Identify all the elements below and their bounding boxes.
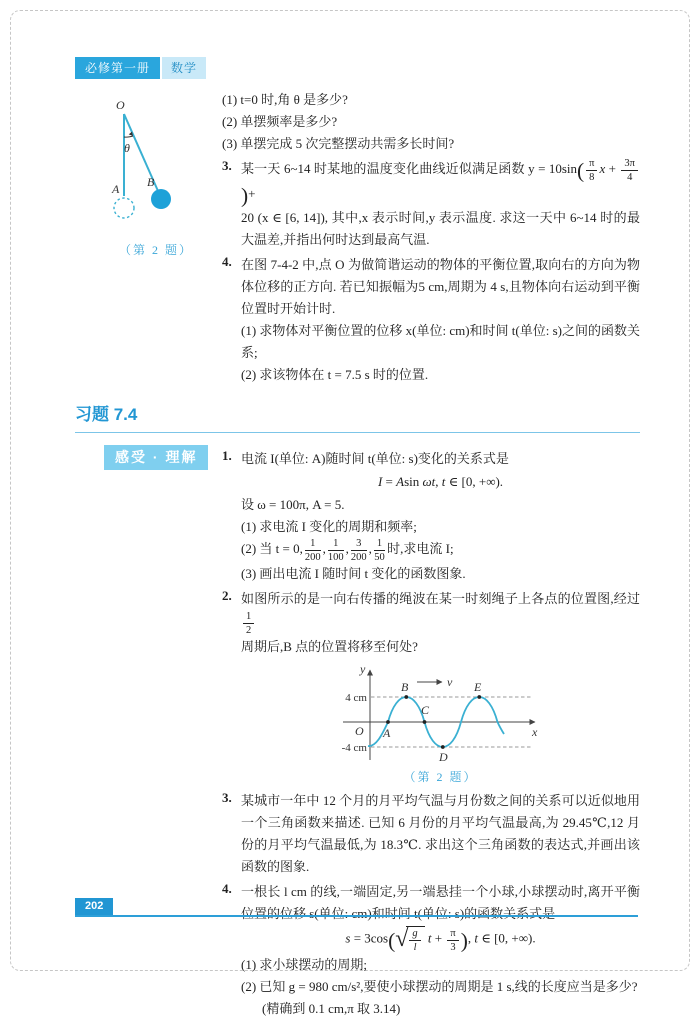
- point-e-label: E: [473, 679, 481, 694]
- pendulum-diagram: [91, 89, 221, 239]
- subitem-pre: (2) 当 t = 0,: [241, 541, 303, 557]
- plus-sign: +: [605, 161, 620, 176]
- problem-number: 4.: [222, 880, 232, 896]
- problem-4-top: [222, 254, 640, 386]
- y-axis-label: y: [359, 661, 365, 676]
- fraction-1-2: $\frac{1}{2}$: [243, 611, 254, 636]
- point-b-dot: [404, 695, 408, 699]
- section-rule: [75, 432, 640, 433]
- var-I: I: [377, 474, 383, 490]
- page-footer: [75, 898, 638, 917]
- subitem-post: 时,求电流 I;: [387, 541, 454, 557]
- problems-column: [222, 445, 640, 1020]
- sin-fn: sin: [404, 474, 423, 490]
- problem-3-top: [222, 158, 640, 251]
- problem-text: 某城市一年中 12 个月的月平均气温与月份数之间的关系可以近似地用一个三角函数来描述. 已知 6 月份的月平均气温最高,为 29.45℃,12 月份的月平均气温最低,为 18.3℃. 求出这个三角函数的表达式,并画出该函数的图象.: [241, 792, 640, 874]
- problem-2: [222, 588, 640, 786]
- sqrt-sign: √: [395, 926, 409, 953]
- wave-caption: （第 2 题）: [403, 769, 478, 784]
- point-c-dot: [422, 720, 426, 724]
- problem-subitem-2-note: (精确到 0.1 cm,π 取 3.14): [262, 1001, 401, 1017]
- left-paren: (: [388, 928, 396, 953]
- comma: ,: [345, 541, 349, 557]
- var-t: t: [427, 930, 432, 946]
- problem-number: 4.: [222, 254, 232, 270]
- plus-sign: +: [431, 930, 446, 946]
- problem-subitem-2: (2) 已知 g = 980 cm/s²,要使小球摆动的周期是 1 s,线的长度应当是多少?: [241, 979, 638, 995]
- problem-number: 1.: [222, 448, 232, 464]
- problem-subitem-1: (1) 求小球摆动的周期;: [241, 957, 368, 973]
- comma: ,: [467, 930, 475, 946]
- left-paren: (: [577, 158, 585, 183]
- problem-text: 某一天 6~14 时某地的温度变化曲线近似满足函数 y = 10sin: [241, 161, 577, 176]
- fraction-1-50: $\frac{1}{50}$: [374, 538, 385, 564]
- badge-column: [75, 445, 222, 1020]
- angle-arc: [124, 136, 133, 137]
- page-number: 202: [75, 898, 113, 915]
- lower-amplitude-label: -4 cm: [341, 741, 367, 754]
- problem-text-continued: 周期后,B 点的位置将移至何处?: [241, 638, 418, 654]
- right-paren: ): [460, 928, 468, 953]
- top-text-column: [222, 89, 640, 386]
- problem-number: 3.: [222, 789, 232, 805]
- problem-subitem-2: [241, 538, 640, 563]
- var-t: t: [441, 474, 446, 490]
- pendulum-column: [75, 89, 222, 386]
- comma: ,: [322, 541, 326, 557]
- var-wt: ωt: [422, 474, 436, 490]
- point-a-dot: [386, 720, 390, 724]
- continued-item-3: (3) 单摆完成 5 次完整摆动共需多长时间?: [222, 136, 455, 151]
- display-formula: [241, 926, 640, 953]
- point-e-dot: [477, 695, 481, 699]
- pendulum-angle-label: θ: [124, 141, 130, 155]
- point-c-label: C: [420, 702, 429, 717]
- velocity-label: v: [446, 674, 452, 689]
- pendulum-ball-ghost: [114, 198, 134, 218]
- sqrt-expression: [395, 926, 424, 953]
- page-content: [75, 57, 640, 1020]
- pendulum-point-b-label: B: [147, 175, 155, 189]
- point-d-dot: [440, 745, 444, 749]
- wave-figure: [326, 662, 556, 785]
- var-x: x: [599, 161, 606, 176]
- fraction-pi-3: $\frac{\pi}{3}$: [447, 928, 458, 953]
- equals-3cos: = 3cos: [350, 930, 389, 946]
- subject-label: 数学: [162, 57, 206, 79]
- point-a-label: A: [382, 725, 390, 740]
- problem-text: 如图所示的是一向右传播的绳波在某一时刻绳子上各点的位置图,经过: [241, 591, 640, 607]
- fraction-3pi-4: $\frac{3\pi}{4}$: [621, 158, 638, 183]
- problem-number: 3.: [222, 158, 232, 173]
- var-t2: t: [474, 930, 478, 946]
- pendulum-ball: [151, 189, 171, 209]
- problem-setup: 设 ω = 100π, A = 5.: [241, 497, 345, 513]
- problem-subitem-3: (3) 画出电流 I 随时间 t 变化的函数图象.: [241, 566, 466, 582]
- top-section: [75, 89, 640, 386]
- pendulum-pivot-label: O: [116, 98, 125, 112]
- plus-tail: +: [248, 186, 256, 202]
- var-s: s: [345, 930, 351, 946]
- x-axis-label: x: [531, 724, 537, 739]
- problem-subitem-2: (2) 求该物体在 t = 7.5 s 时的位置.: [241, 367, 429, 383]
- var-A: A: [396, 474, 405, 490]
- book-series-label: 必修第一册: [75, 57, 160, 79]
- fraction-1-200: $\frac{1}{200}$: [304, 538, 321, 564]
- comma: ,: [435, 474, 442, 490]
- equals: =: [382, 474, 397, 490]
- domain: ∈ [0, +∞).: [445, 474, 504, 490]
- pendulum-figure: [91, 89, 221, 258]
- fraction-1-100: $\frac{1}{100}$: [327, 538, 344, 564]
- problem-number: 2.: [222, 588, 232, 604]
- level-badge: 感受 · 理解: [104, 445, 208, 470]
- pendulum-caption: （第 2 题）: [118, 243, 193, 257]
- domain: ∈ [0, +∞).: [477, 930, 536, 946]
- problem-text: 电流 I(单位: A)随时间 t(单位: s)变化的关系式是: [241, 451, 509, 467]
- header-badge: [75, 57, 640, 79]
- problem-text-continued: 20 (x ∈ [6, 14]), 其中,x 表示时间,y 表示温度. 求这一天中 6~14 时的最大温差,并指出何时达到最高气温.: [241, 210, 640, 248]
- fraction-g-l: $\frac{g}{l}$: [409, 928, 420, 953]
- origin-label: O: [354, 723, 364, 738]
- problem-3: [222, 790, 640, 878]
- section-title: 习题 7.4: [75, 405, 138, 425]
- continued-item-2: (2) 单摆频率是多少?: [222, 114, 338, 129]
- point-d-label: D: [438, 749, 448, 764]
- pendulum-point-a-label: A: [112, 182, 120, 196]
- problem-text: 在图 7-4-2 中,点 O 为做简谐运动的物体的平衡位置,取向右的方向为物体位移的正方向. 若已知振幅为5 cm,周期为 4 s,且物体向右运动到平衡位置时开始计时.: [241, 257, 640, 317]
- problem-1: [222, 448, 640, 585]
- wave-diagram: [335, 662, 547, 764]
- fraction-3-200: $\frac{3}{200}$: [350, 538, 367, 564]
- continued-item-1: (1) t=0 时,角 θ 是多少?: [222, 92, 348, 107]
- problem-subitem-1: (1) 求电流 I 变化的周期和频率;: [241, 519, 417, 535]
- exercise-section: [75, 445, 640, 1020]
- point-b-label: B: [400, 679, 408, 694]
- display-formula: [241, 471, 640, 493]
- problem-text: 一根长 l cm 的线,一端固定,另一端悬挂一个小球,小球摆动时,离开平衡位置的位移 s(单位: cm)和时间 t(单位: s)的函数关系式是: [241, 883, 640, 921]
- right-paren: ): [241, 184, 249, 209]
- fraction-pi-8: $\frac{\pi}{8}$: [586, 158, 597, 183]
- upper-amplitude-label: 4 cm: [344, 691, 367, 704]
- problem-subitem-1: (1) 求物体对平衡位置的位移 x(单位: cm)和时间 t(单位: s)之间的函数关系;: [241, 323, 641, 361]
- comma: ,: [368, 541, 372, 557]
